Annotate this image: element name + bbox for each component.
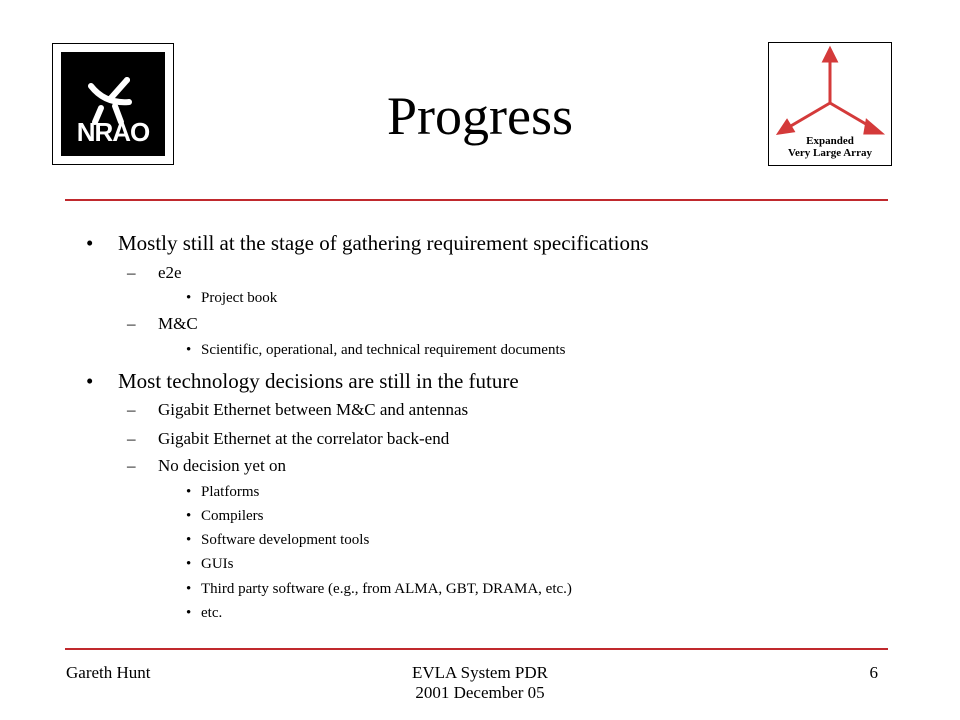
bullet-text-level3: GUIs	[201, 556, 234, 572]
footer-page-number: 6	[869, 663, 878, 682]
bullet-marker: •	[186, 484, 192, 500]
footer-author: Gareth Hunt	[66, 663, 151, 682]
bullet-text-level3: Compilers	[201, 508, 264, 524]
nrao-logo-text: NRAO	[76, 117, 150, 147]
bullet-marker: •	[86, 369, 94, 393]
bullet-text-level1: Mostly still at the stage of gathering requirement specifications	[118, 231, 649, 255]
bullet-text-level2: M&C	[158, 314, 198, 333]
bullet-text-level3: Project book	[201, 290, 278, 306]
bullet-text-level1: Most technology decisions are still in the future	[118, 369, 519, 393]
footer-event-date: 2001 December 05	[415, 683, 545, 702]
bottom-rule	[65, 648, 888, 650]
bullet-marker: •	[186, 581, 192, 597]
bullet-marker: •	[186, 556, 192, 572]
bullet-marker: •	[186, 342, 192, 358]
bullet-text-level2: Gigabit Ethernet between M&C and antennas	[158, 400, 469, 419]
bullet-marker: –	[127, 456, 136, 475]
bullet-text-level2: e2e	[158, 263, 182, 282]
bullet-marker: •	[186, 290, 192, 306]
bullet-marker: •	[186, 532, 192, 548]
bullet-marker: •	[186, 508, 192, 524]
bullet-text-level3: Third party software (e.g., from ALMA, GBT, DRAMA, etc.)	[201, 581, 572, 597]
bullet-marker: •	[86, 231, 94, 255]
bullet-text-level3: Platforms	[201, 484, 260, 500]
top-rule	[65, 199, 888, 201]
bullet-text-level3: etc.	[201, 605, 223, 621]
bullet-text-level3: Software development tools	[201, 532, 370, 548]
bullet-text-level2: Gigabit Ethernet at the correlator back-end	[158, 429, 450, 448]
slide-title: Progress	[387, 86, 573, 146]
footer-event-title: EVLA System PDR	[411, 663, 549, 682]
bullet-text-level2: No decision yet on	[158, 456, 286, 475]
bullet-marker: –	[127, 429, 136, 448]
bullet-text-level3: Scientific, operational, and technical requirement documents	[201, 342, 566, 358]
bullet-marker: •	[186, 605, 192, 621]
bullet-marker: –	[127, 314, 136, 333]
bullet-marker: –	[127, 400, 136, 419]
bullet-marker: –	[127, 263, 136, 282]
footer-event	[330, 663, 630, 703]
evla-logo-line1: Expanded	[806, 135, 854, 147]
evla-logo-line2: Very Large Array	[788, 147, 872, 159]
